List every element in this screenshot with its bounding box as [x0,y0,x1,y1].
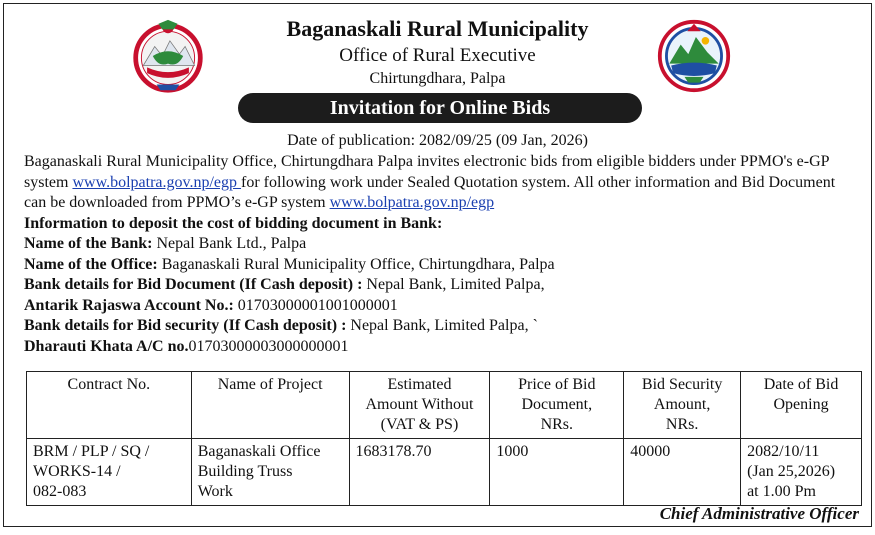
intro-text-2: for following work under Sealed Quotation system. All other information and Bid Document can be downloaded from PPMO’s e-GP system [24,173,836,211]
egp-link-2[interactable]: www.bolpatra.gov.np/egp [329,194,495,211]
header-security [624,372,741,439]
header-contract-no [27,372,192,439]
contract-line: WORKS-14 / [33,463,121,480]
table-row [27,439,862,506]
org-name: Baganaskali Rural Municipality [286,16,589,41]
antarik-value: 01703000001001000001 [237,296,398,314]
publication-date: Date of publication: 2082/09/25 (09 Jan, 2026) [287,132,588,149]
header-opening-line: Opening [773,396,829,413]
project-line: Work [197,483,233,500]
notice-title: Invitation for Online Bids [329,97,551,119]
antarik-line [24,296,851,317]
bid-security-value: Nepal Bank, Limited Palpa, ` [350,317,538,334]
project-line: Building Truss [197,463,293,480]
office-line [24,255,851,276]
cell-price: 1000 [490,439,624,506]
project-line: Baganaskali Office [197,443,321,460]
bid-notice [3,3,872,527]
bid-doc-label: Bank details for Bid Document (If Cash deposit) : [24,276,367,293]
header-project [191,372,349,439]
bank-info-heading: Information to deposit the cost of bidding document in Bank: [24,214,443,232]
dharauti-label: Dharauti Khata A/C no. [24,337,189,355]
office-address: Chirtungdhara, Palpa [369,70,506,87]
header-security-line: Bid Security [641,376,723,393]
office-value: Baganaskali Rural Municipality Office, Chirtungdhara, Palpa [161,255,555,273]
bid-security-label: Bank details for Bid security (If Cash deposit) : [24,317,351,334]
antarik-label: Antarik Rajaswa Account No.: [24,296,238,314]
bank-name-label: Name of the Bank: [24,235,157,252]
office-label: Name of the Office: [24,255,162,273]
signature: Chief Administrative Officer [659,504,859,523]
opening-line: (Jan 25,2026) [747,463,836,480]
notice-title-bar [238,93,642,123]
table-header-row [27,372,862,439]
cell-contract-no [27,439,192,506]
dharauti-line [24,337,851,358]
bid-table [26,371,862,506]
opening-line: at 1.00 Pm [747,483,816,500]
header-estimated [349,372,490,439]
cell-security: 40000 [624,439,741,506]
contract-line: BRM / PLP / SQ / [33,443,150,460]
dharauti-value: 01703000003000000001 [188,337,349,355]
bid-doc-value: Nepal Bank, Limited Palpa, [366,276,545,293]
notice-body [24,152,851,357]
bid-doc-line [24,275,851,296]
bank-name-line [24,234,851,255]
opening-line: 2082/10/11 [747,443,820,460]
intro-text-1: Baganaskali Rural Municipality Office, Chirtungdhara Palpa invites electronic bids from eligible bidders under PPMO's e-GP system [24,153,829,191]
header-security-line: Amount, [653,396,711,413]
office-name: Office of Rural Executive [339,45,536,66]
header-price [490,372,624,439]
header-estimated-line: Estimated [387,376,452,393]
egp-link-1[interactable]: www.bolpatra.gov.np/egp [72,173,242,191]
header-opening-line: Date of Bid [763,376,839,393]
header-price-line: Document, [521,396,593,413]
bank-name-value: Nepal Bank Ltd., Palpa [156,235,307,252]
header-opening [741,372,862,439]
header-security-line: NRs. [665,416,699,433]
cell-project [191,439,349,506]
header-price-line: NRs. [540,416,574,433]
bid-security-line [24,316,851,337]
header-price-line: Price of Bid [518,376,596,393]
header-estimated-line: (VAT & PS) [380,416,459,433]
intro-paragraph [24,152,851,214]
contract-line: 082-083 [33,483,87,500]
cell-estimated: 1683178.70 [349,439,490,506]
header-estimated-line: Amount Without [365,396,474,413]
header-project-text: Name of Project [217,376,323,393]
cell-opening [741,439,862,506]
header-contract-no-text: Contract No. [67,376,151,393]
